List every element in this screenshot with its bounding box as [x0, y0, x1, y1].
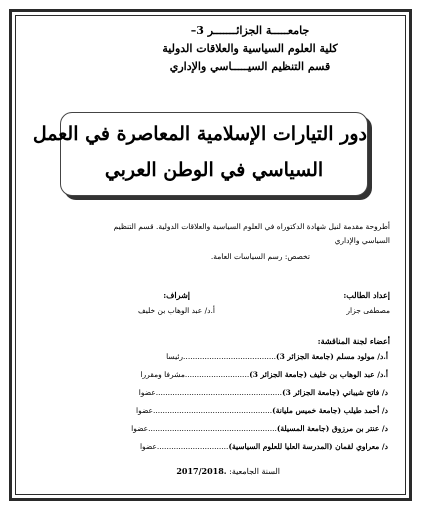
thesis-title-line1: دور التيارات الإسلامية المعاصرة في العمل [32, 123, 367, 145]
student-name: مصطفى جزار [346, 306, 390, 315]
dotted-leader: ...................................................... [148, 424, 277, 433]
committee-member [68, 352, 388, 361]
student-label: إعداد الطالب: [343, 290, 390, 300]
department-name: قسم التنظيم السيـــــاسي والإداري [169, 60, 331, 73]
thesis-description-line1: أطروحة مقدمة لنيل شهادة الدكتوراه في العلوم السياسية والعلاقات الدولية. قسم التنظيم [113, 222, 390, 231]
committee-member [68, 442, 388, 451]
title-box [32, 112, 368, 196]
supervisor-label: إشراف: [163, 290, 190, 300]
committee-member-role: عضوا [138, 388, 156, 397]
committee-member-name: أ.د/ عبد الوهاب بن خليف (جامعة الجزائر 3) [249, 370, 388, 379]
thesis-description-line2: السياسي والإداري [334, 236, 390, 245]
committee-member-role: عضوا [139, 442, 157, 451]
committee-member-role: عضوا [136, 406, 153, 415]
dotted-leader: .............................. [156, 442, 229, 451]
dotted-leader: ....................................... [183, 352, 277, 361]
committee-member-name: د/ أحمد طيلب (جامعة خميس مليانة) [272, 406, 388, 415]
thesis-title-line2: السياسي في الوطن العربي [104, 159, 324, 181]
university-name: جامعـــــة الجزائـــــــر 3– [190, 24, 310, 37]
faculty-name: كلية العلوم السياسية والعلاقات الدولية [162, 42, 338, 55]
thesis-specialty: تخصص: رسم السياسات العامة. [210, 252, 310, 261]
committee-member [68, 424, 388, 433]
academic-year-value: 2017/2018. [176, 466, 227, 476]
dotted-leader: .................................................. [152, 406, 273, 415]
committee-member-name: د/ عنتر بن مرزوق (جامعة المسيلة) [276, 424, 388, 433]
supervisor-name: أ.د/ عبد الوهاب بن خليف [137, 306, 215, 315]
committee-member [68, 406, 388, 415]
academic-year [176, 466, 280, 476]
committee-member [68, 370, 388, 379]
committee-member-role: عضوا [131, 424, 149, 433]
committee-member-role: رئيسا [166, 352, 184, 361]
committee-member-name: أ.د/ مولود مسلم (جامعة الجزائر 3) [276, 352, 388, 361]
committee-member-role: مشرفا ومقررا [140, 370, 185, 379]
academic-year-label: السنة الجامعية: [229, 467, 280, 476]
committee-member-name: د/ فاتح شيباني (جامعة الجزائر 3) [282, 388, 388, 397]
committee-member [68, 388, 388, 397]
committee-heading: أعضاء لجنة المناقشة: [317, 336, 390, 346]
committee-member-name: د/ معراوي لقمان (المدرسة العليا للعلوم السياسية) [228, 442, 388, 451]
dotted-leader: ........................... [184, 370, 250, 379]
dotted-leader: ..................................................... [155, 388, 283, 397]
